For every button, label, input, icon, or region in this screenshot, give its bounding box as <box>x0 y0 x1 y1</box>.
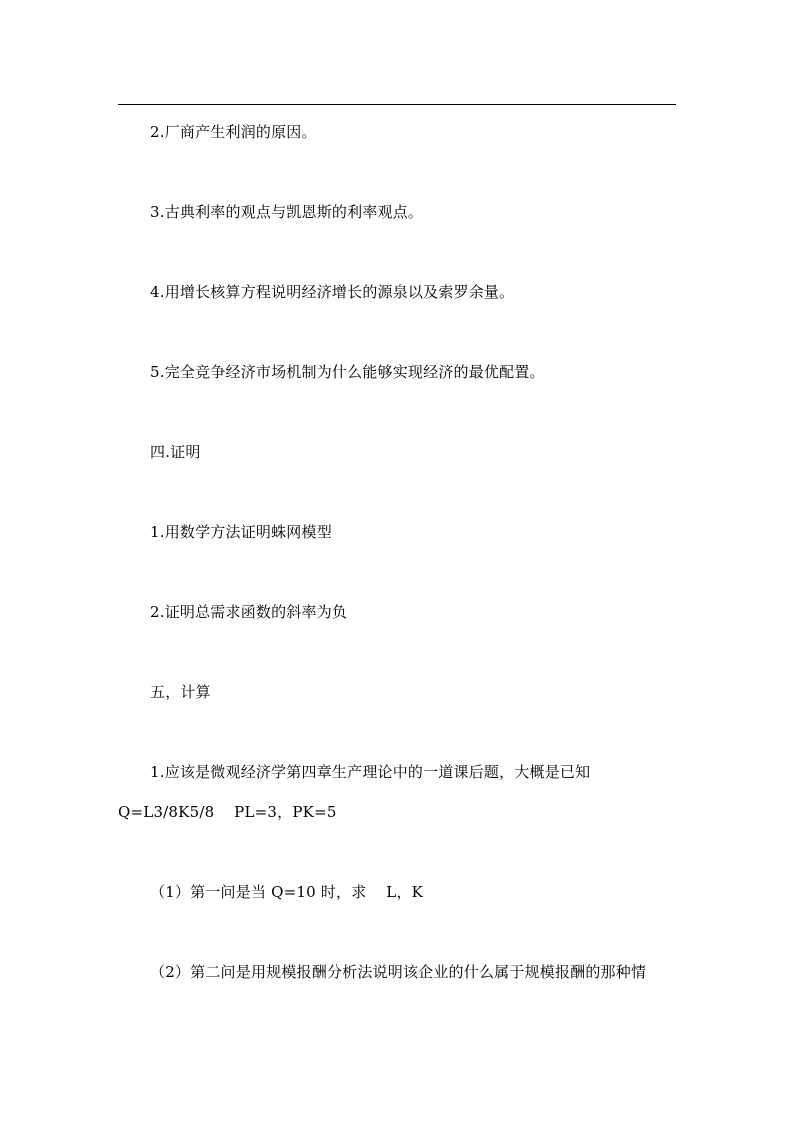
proof-item-1: 1.用数学方法证明蛛网模型 <box>150 523 332 541</box>
calc-item-1: 1.应该是微观经济学第四章生产理论中的一道课后题，大概是已知 <box>150 763 591 781</box>
question-2-text: 2.厂商产生利润的原因。 <box>150 123 317 141</box>
section-heading-calculation: 五，计算 <box>150 683 211 701</box>
proof-item-2: 2.证明总需求函数的斜率为负 <box>150 603 348 621</box>
calc-subquestion-1: （1）第一问是当 Q=10 时，求 L，K <box>150 883 424 901</box>
section-heading-proof: 四.证明 <box>150 443 201 461</box>
question-5-text: 5.完全竞争经济市场机制为什么能够实现经济的最优配置。 <box>150 363 545 381</box>
header-rule <box>118 104 676 105</box>
calc-subquestion-2: （2）第二问是用规模报酬分析法说明该企业的什么属于规模报酬的那种情 <box>150 963 647 981</box>
question-4-text: 4.用增长核算方程说明经济增长的源泉以及索罗余量。 <box>150 283 515 301</box>
calc-item-1-formula: Q=L3/8K5/8 PL=3，PK=5 <box>118 803 337 821</box>
question-3-text: 3.古典利率的观点与凯恩斯的利率观点。 <box>150 203 424 221</box>
